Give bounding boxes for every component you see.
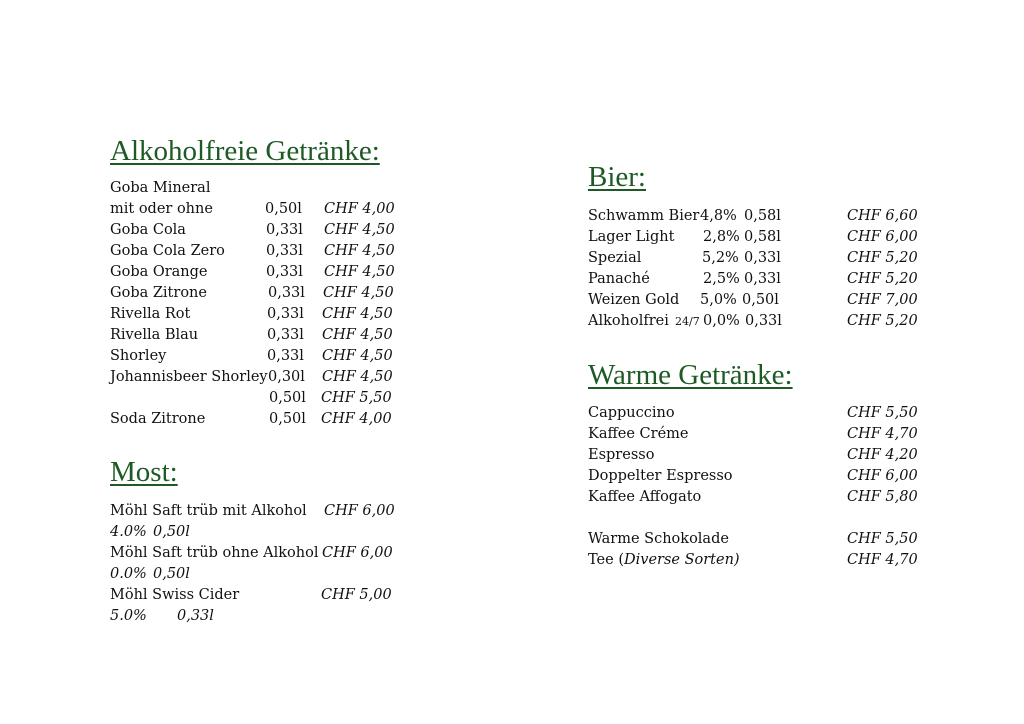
item-size: 0,33l [177, 608, 214, 624]
item-size: 0,33l [266, 264, 303, 280]
item-name: mit oder ohne [110, 201, 213, 217]
item-name: Rivella Blau [110, 327, 199, 343]
item-size: 0,33l [745, 313, 782, 329]
alkoholfrei-heading: Alkoholfreie Getränke: [110, 135, 380, 167]
item-price: CHF 4,70 [847, 426, 918, 442]
item-price: CHF 4,00 [321, 411, 392, 427]
item-price: CHF 4,00 [324, 201, 395, 217]
item-size: 0,50l [153, 524, 190, 540]
most-heading: Most: [110, 456, 178, 488]
item-price: CHF 4,50 [322, 306, 393, 322]
item-size: 0,33l [266, 243, 303, 259]
item-price: CHF 5,50 [847, 405, 918, 421]
item-name: Möhl Swiss Cider [110, 587, 240, 603]
warm-heading: Warme Getränke: [588, 359, 793, 391]
item-name: Lager Light [588, 229, 675, 245]
item-size: 0,33l [267, 306, 304, 322]
item-price: CHF 4,50 [324, 222, 395, 238]
item-name: Goba Zitrone [110, 285, 207, 301]
item-price: CHF 4,50 [323, 285, 394, 301]
item-price: CHF 6,00 [324, 503, 395, 519]
item-abv: 0,0% [703, 313, 740, 329]
item-name: Goba Cola Zero [110, 243, 225, 259]
item-abv: 5,0% [700, 292, 737, 308]
item-abv: 5,2% [702, 250, 739, 266]
item-name: Soda Zitrone [110, 411, 206, 427]
item-name: Rivella Rot [110, 306, 191, 322]
item-name-detail: Diverse Sorten) [623, 552, 740, 568]
item-size: 0,50l [265, 201, 302, 217]
item-price: CHF 6,00 [847, 468, 918, 484]
item-abv: 2,8% [703, 229, 740, 245]
item-price: CHF 5,20 [847, 271, 918, 287]
item-abv: 5.0% [110, 608, 147, 624]
item-size: 0,33l [267, 348, 304, 364]
item-abv: 2,5% [703, 271, 740, 287]
item-name: Cappuccino [588, 405, 675, 421]
item-price: CHF 4,70 [847, 552, 918, 568]
item-price: CHF 5,50 [321, 390, 392, 406]
item-price: CHF 4,50 [324, 243, 395, 259]
item-name: Espresso [588, 447, 655, 463]
item-price: CHF 4,20 [847, 447, 918, 463]
item-name: Panaché [588, 271, 650, 287]
item-price: CHF 4,50 [324, 264, 395, 280]
item-name: Doppelter Espresso [588, 468, 733, 484]
item-price: CHF 4,50 [322, 348, 393, 364]
item-name: Goba Orange [110, 264, 208, 280]
item-name: Shorley [110, 348, 167, 364]
item-name: Warme Schokolade [588, 531, 729, 547]
item-name: Kaffee Affogato [588, 489, 702, 505]
item-size: 0,33l [744, 250, 781, 266]
item-size: 0,33l [266, 222, 303, 238]
item-abv: 4.0% [110, 524, 147, 540]
item-price: CHF 6,00 [322, 545, 393, 561]
item-size: 0,50l [742, 292, 779, 308]
item-name: Johannisbeer Shorley [110, 369, 268, 385]
item-abv: 4,8% [700, 208, 737, 224]
item-size: 0,33l [744, 271, 781, 287]
item-size: 0,58l [744, 208, 781, 224]
item-name: Kaffee Créme [588, 426, 689, 442]
bier-heading: Bier: [588, 161, 646, 193]
item-price: CHF 5,80 [847, 489, 918, 505]
item-name: Weizen Gold [588, 292, 680, 308]
item-name: Schwamm Bier [588, 208, 700, 224]
item-size: 0,58l [744, 229, 781, 245]
item-size: 0,30l [268, 369, 305, 385]
item-size: 0,50l [153, 566, 190, 582]
item-price: CHF 6,00 [847, 229, 918, 245]
item-size: 0,33l [268, 285, 305, 301]
item-price: CHF 6,60 [847, 208, 918, 224]
item-size: 0,50l [269, 411, 306, 427]
item-name: Möhl Saft trüb mit Alkohol [110, 503, 307, 519]
item-name: Goba Mineral [110, 180, 211, 196]
item-abv: 0.0% [110, 566, 147, 582]
item-note: 24/7 [675, 315, 700, 328]
item-name: Spezial [588, 250, 642, 266]
item-price: CHF 4,50 [322, 327, 393, 343]
item-name [588, 550, 740, 571]
item-name-prefix: Tee ( [588, 552, 624, 568]
item-price: CHF 5,50 [847, 531, 918, 547]
item-price: CHF 7,00 [847, 292, 918, 308]
item-name: Möhl Saft trüb ohne Alkohol [110, 545, 319, 561]
item-name: Alkoholfrei [588, 313, 669, 329]
item-name: Goba Cola [110, 222, 186, 238]
item-price: CHF 5,20 [847, 250, 918, 266]
item-price: CHF 5,20 [847, 313, 918, 329]
item-price: CHF 5,00 [321, 587, 392, 603]
item-price: CHF 4,50 [322, 369, 393, 385]
item-size: 0,33l [267, 327, 304, 343]
item-size: 0,50l [269, 390, 306, 406]
